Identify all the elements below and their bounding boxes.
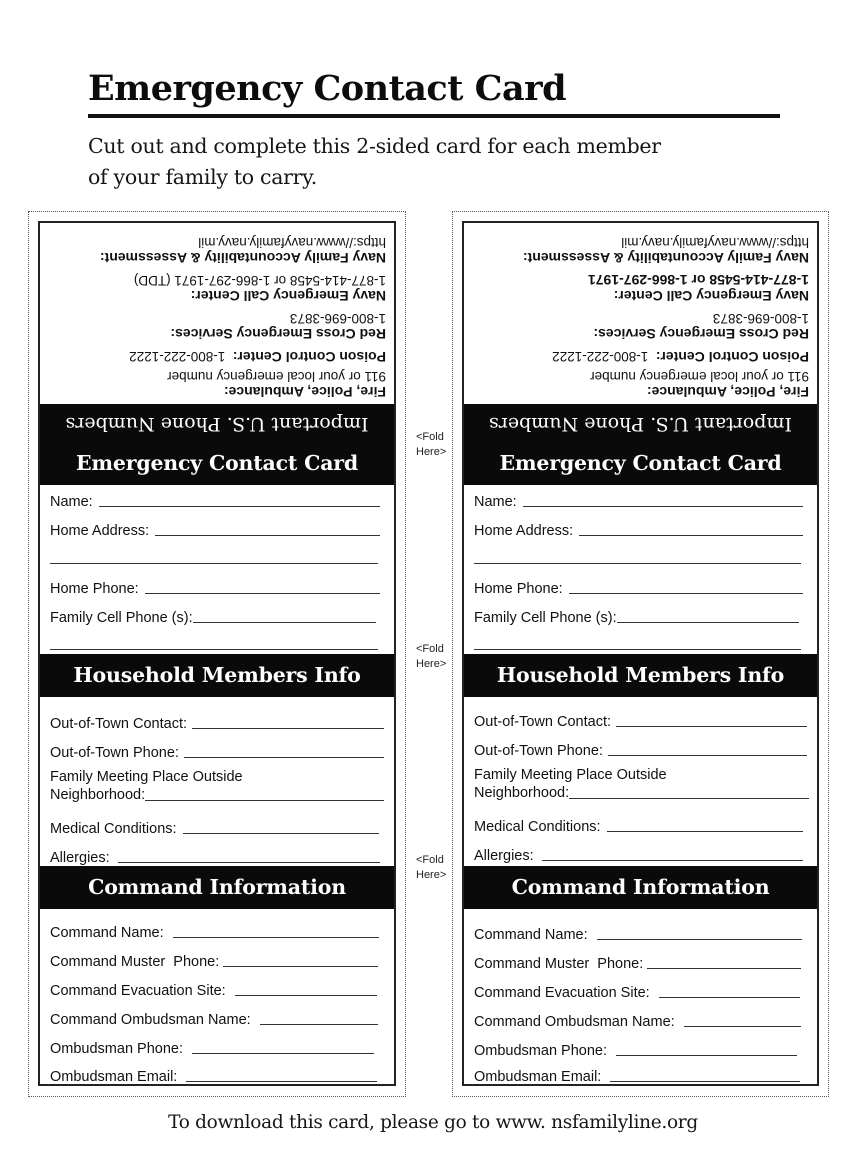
- muster-phone-field[interactable]: [50, 948, 378, 970]
- out-of-town-contact-label: Out-of-Town Contact:: [474, 714, 611, 730]
- out-of-town-phone-label: Out-of-Town Phone:: [50, 745, 179, 761]
- redcross-label: Red Cross Emergency Services:: [593, 326, 809, 342]
- meeting-place-field[interactable]: [474, 766, 809, 802]
- home-address-field[interactable]: [50, 517, 380, 539]
- ombudsman-phone-label: Ombudsman Phone:: [474, 1043, 607, 1059]
- allergies-line[interactable]: [542, 859, 803, 861]
- card-heading: Emergency Contact Card: [75, 451, 359, 475]
- fold-label-line-2: Here>: [416, 869, 447, 881]
- command-heading: Command Information: [88, 875, 346, 899]
- name-line[interactable]: [99, 505, 380, 507]
- poison-entry: [474, 348, 809, 365]
- navy-family-entry: [50, 234, 386, 266]
- household-heading: Household Members Info: [73, 663, 361, 687]
- fire-label: Fire, Police, Ambulance:: [223, 384, 386, 400]
- muster-phone-label: Command Muster Phone:: [50, 954, 220, 970]
- navy-call-value: 1-877-414-5458 or 1-866-297-1971 (TDD): [133, 273, 386, 288]
- home-address-label: Home Address:: [50, 523, 150, 539]
- navy-family-label: Navy Family Accountability & Assessment:: [522, 250, 809, 266]
- command-band: [464, 866, 817, 909]
- subtitle-line-2: of your family to carry.: [88, 165, 317, 189]
- navy-call-entry: [50, 272, 386, 304]
- redcross-entry: [474, 310, 809, 342]
- home-address-line[interactable]: [579, 534, 803, 536]
- redcross-value: 1-800-696-3873: [289, 311, 386, 326]
- family-cell-field[interactable]: [50, 604, 376, 626]
- ombudsman-phone-field[interactable]: [474, 1037, 797, 1059]
- out-of-town-contact-line[interactable]: [616, 725, 807, 727]
- allergies-field[interactable]: [474, 842, 803, 864]
- evacuation-site-field[interactable]: [474, 979, 800, 1001]
- household-band: [464, 654, 817, 697]
- page-subtitle: [88, 131, 788, 193]
- fold-label-line-2: Here>: [416, 446, 447, 458]
- fire-value: 911 or your local emergency number: [167, 369, 386, 384]
- page-title: Emergency Contact Card: [88, 68, 567, 109]
- ombudsman-phone-line[interactable]: [616, 1054, 797, 1056]
- fold-label-bottom: [416, 853, 446, 883]
- redcross-value: 1-800-696-3873: [712, 311, 809, 326]
- out-of-town-contact-field[interactable]: [50, 710, 384, 732]
- out-of-town-contact-line[interactable]: [192, 727, 384, 729]
- family-cell-line[interactable]: [617, 621, 799, 623]
- command-name-field[interactable]: [50, 919, 379, 941]
- home-phone-line[interactable]: [145, 592, 380, 594]
- phone-numbers-section: [464, 223, 817, 404]
- ombudsman-email-label: Ombudsman Email:: [474, 1069, 602, 1085]
- home-address-line[interactable]: [155, 534, 380, 536]
- out-of-town-phone-line[interactable]: [184, 756, 384, 758]
- name-label: Name:: [50, 494, 93, 510]
- fire-label: Fire, Police, Ambulance:: [646, 384, 809, 400]
- medical-field[interactable]: [50, 815, 379, 837]
- navy-family-label: Navy Family Accountability & Assessment:: [99, 250, 386, 266]
- card-right: [462, 221, 819, 1086]
- poison-entry: [50, 348, 386, 365]
- meeting-place-label-1: Family Meeting Place Outside: [50, 769, 243, 785]
- home-address-line-2[interactable]: [50, 563, 378, 564]
- out-of-town-phone-line[interactable]: [608, 754, 807, 756]
- fire-value: 911 or your local emergency number: [590, 369, 809, 384]
- navy-call-entry: [474, 272, 809, 304]
- family-cell-line[interactable]: [193, 621, 376, 623]
- medical-label: Medical Conditions:: [50, 821, 177, 837]
- medical-line[interactable]: [607, 830, 803, 832]
- command-name-line[interactable]: [597, 938, 802, 940]
- ombudsman-email-line[interactable]: [186, 1080, 377, 1082]
- ombudsman-name-field[interactable]: [50, 1006, 378, 1028]
- meeting-place-line[interactable]: [145, 799, 384, 801]
- subtitle-line-1: Cut out and complete this 2-sided card for each member: [88, 134, 661, 158]
- ombudsman-name-label: Command Ombudsman Name:: [474, 1014, 675, 1030]
- card-heading: Emergency Contact Card: [499, 451, 782, 475]
- family-cell-line-2[interactable]: [474, 649, 801, 650]
- medical-label: Medical Conditions:: [474, 819, 601, 835]
- top-band: [464, 404, 817, 485]
- fold-label-line-2: Here>: [416, 658, 447, 670]
- meeting-place-line[interactable]: [569, 797, 809, 799]
- muster-phone-line[interactable]: [223, 965, 378, 967]
- command-band: [40, 866, 394, 909]
- name-field[interactable]: [474, 488, 803, 510]
- family-cell-line-2[interactable]: [50, 649, 378, 650]
- navy-call-label: Navy Emergency Call Center:: [613, 288, 809, 304]
- card-left: [38, 221, 396, 1086]
- redcross-entry: [50, 310, 386, 342]
- evacuation-site-line[interactable]: [235, 994, 377, 996]
- command-name-label: Command Name:: [474, 927, 588, 943]
- meeting-place-label-2: Neighborhood:: [50, 787, 146, 803]
- title-rule: [88, 114, 780, 118]
- name-field[interactable]: [50, 488, 380, 510]
- out-of-town-contact-field[interactable]: [474, 708, 807, 730]
- fold-label-top: [416, 430, 446, 460]
- home-phone-label: Home Phone:: [474, 581, 563, 597]
- muster-phone-field[interactable]: [474, 950, 801, 972]
- download-footer: To download this card, please go to www. nsfamilyline.org: [168, 1112, 698, 1133]
- out-of-town-phone-field[interactable]: [474, 737, 807, 759]
- home-phone-field[interactable]: [474, 575, 803, 597]
- ombudsman-phone-field[interactable]: [50, 1035, 374, 1057]
- ombudsman-email-field[interactable]: [50, 1063, 377, 1085]
- evacuation-site-field[interactable]: [50, 977, 377, 999]
- household-band: [40, 654, 394, 697]
- out-of-town-contact-label: Out-of-Town Contact:: [50, 716, 187, 732]
- navy-call-value: 1-877-414-5458 or 1-866-297-1971: [587, 272, 809, 288]
- home-address-line-2[interactable]: [474, 563, 801, 564]
- navy-family-value: https://www.navyfamily.navy.mil: [621, 235, 809, 250]
- allergies-line[interactable]: [118, 861, 380, 863]
- top-band: [40, 404, 394, 485]
- medical-line[interactable]: [183, 832, 379, 834]
- home-phone-line[interactable]: [569, 592, 803, 594]
- meeting-place-label-2: Neighborhood:: [474, 785, 570, 801]
- muster-phone-label: Command Muster Phone:: [474, 956, 644, 972]
- command-heading: Command Information: [511, 875, 770, 899]
- medical-field[interactable]: [474, 813, 803, 835]
- allergies-field[interactable]: [50, 844, 380, 866]
- ombudsman-name-field[interactable]: [474, 1008, 801, 1030]
- ombudsman-email-label: Ombudsman Email:: [50, 1069, 178, 1085]
- redcross-label: Red Cross Emergency Services:: [170, 326, 386, 342]
- meeting-place-field[interactable]: [50, 768, 384, 804]
- ombudsman-phone-line[interactable]: [192, 1052, 374, 1054]
- poison-value: 1-800-222-1222: [552, 349, 649, 364]
- phone-numbers-heading: Important U.S. Phone Numbers: [489, 413, 792, 435]
- phone-numbers-heading: Important U.S. Phone Numbers: [65, 413, 369, 435]
- muster-phone-line[interactable]: [647, 967, 801, 969]
- allergies-label: Allergies:: [50, 850, 110, 866]
- family-cell-label: Family Cell Phone (s):: [50, 610, 193, 626]
- command-name-line[interactable]: [173, 936, 379, 938]
- navy-call-label: Navy Emergency Call Center:: [190, 288, 386, 304]
- ombudsman-name-line[interactable]: [260, 1023, 378, 1025]
- fold-label-line-1: <Fold: [416, 643, 444, 655]
- evacuation-site-line[interactable]: [659, 996, 800, 998]
- command-name-label: Command Name:: [50, 925, 164, 941]
- ombudsman-name-line[interactable]: [684, 1025, 801, 1027]
- navy-family-entry: [474, 234, 809, 266]
- allergies-label: Allergies:: [474, 848, 534, 864]
- command-name-field[interactable]: [474, 921, 802, 943]
- poison-value: 1-800-222-1222: [129, 349, 226, 364]
- evacuation-site-label: Command Evacuation Site:: [474, 985, 650, 1001]
- fold-label-line-1: <Fold: [416, 854, 444, 866]
- fire-entry: [50, 368, 386, 400]
- ombudsman-email-field[interactable]: [474, 1065, 800, 1085]
- name-line[interactable]: [523, 505, 803, 507]
- meeting-place-label-1: Family Meeting Place Outside: [474, 767, 667, 783]
- household-heading: Household Members Info: [496, 663, 785, 687]
- ombudsman-phone-label: Ombudsman Phone:: [50, 1041, 183, 1057]
- evacuation-site-label: Command Evacuation Site:: [50, 983, 226, 999]
- fire-entry: [474, 368, 809, 400]
- ombudsman-email-line[interactable]: [610, 1080, 800, 1082]
- poison-label: Poison Control Center:: [232, 349, 386, 365]
- fold-label-middle: [416, 642, 446, 672]
- family-cell-field[interactable]: [474, 604, 799, 626]
- name-label: Name:: [474, 494, 517, 510]
- poison-label: Poison Control Center:: [655, 349, 809, 365]
- ombudsman-name-label: Command Ombudsman Name:: [50, 1012, 251, 1028]
- home-phone-field[interactable]: [50, 575, 380, 597]
- home-address-label: Home Address:: [474, 523, 574, 539]
- out-of-town-phone-field[interactable]: [50, 739, 384, 761]
- navy-family-value: https://www.navyfamily.navy.mil: [198, 235, 386, 250]
- home-address-field[interactable]: [474, 517, 803, 539]
- out-of-town-phone-label: Out-of-Town Phone:: [474, 743, 603, 759]
- fold-label-line-1: <Fold: [416, 431, 444, 443]
- home-phone-label: Home Phone:: [50, 581, 139, 597]
- family-cell-label: Family Cell Phone (s):: [474, 610, 617, 626]
- phone-numbers-section: [40, 223, 394, 404]
